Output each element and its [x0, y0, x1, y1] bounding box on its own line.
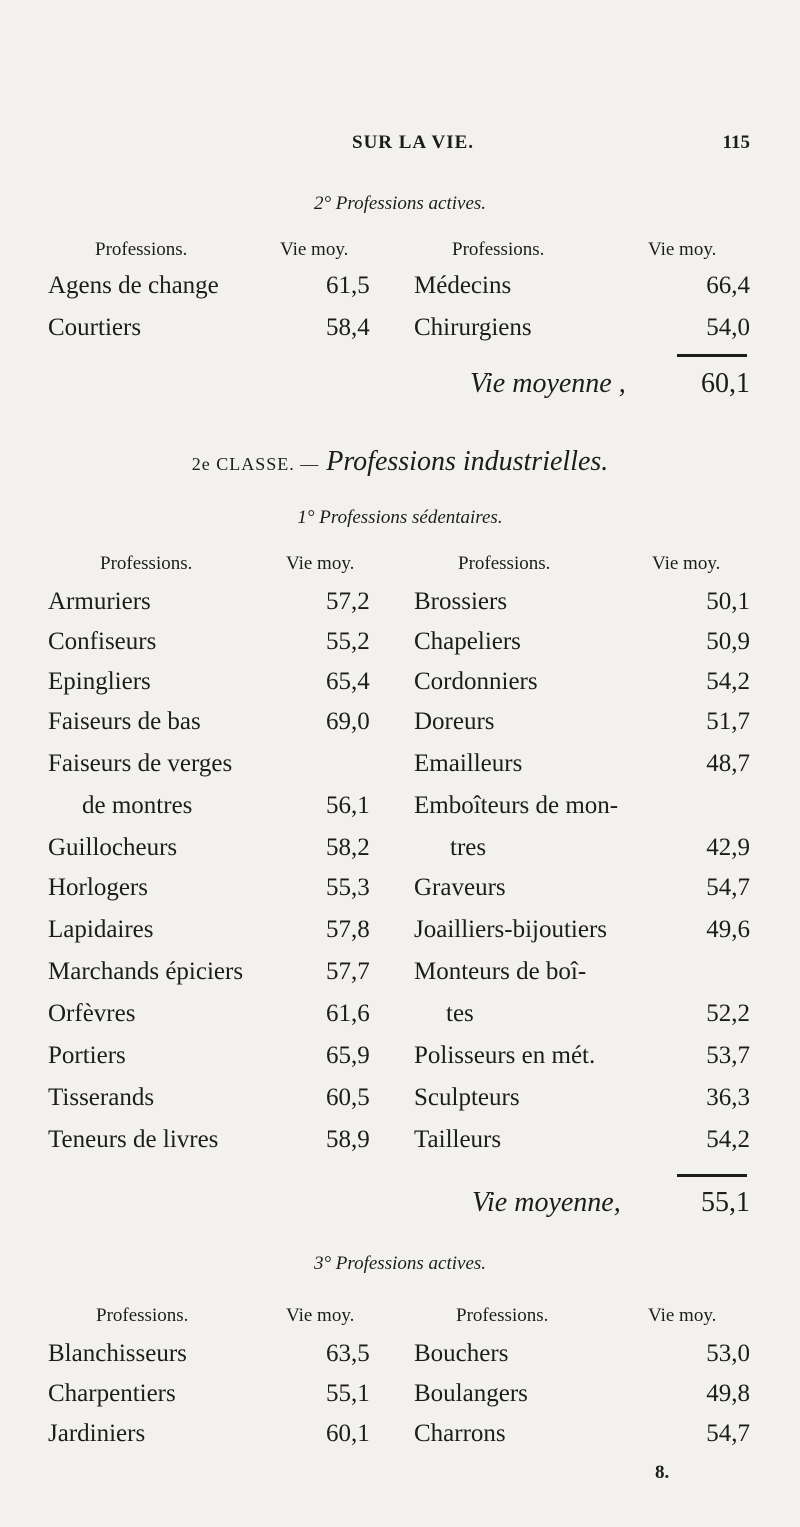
profession-name: Jardiniers: [48, 1420, 146, 1447]
table-row: [0, 834, 800, 874]
profession-name: Cordonniers: [414, 668, 538, 695]
profession-name: Tailleurs: [414, 1126, 502, 1153]
profession-name: Chapeliers: [414, 628, 521, 655]
profession-name: Bouchers: [414, 1340, 509, 1367]
profession-name: Horlogers: [48, 874, 148, 901]
profession-name: Faiseurs de verges: [48, 750, 233, 777]
column-header-professions: Professions.: [95, 239, 188, 260]
column-header-professions: Professions.: [452, 239, 545, 260]
profession-name: Guillocheurs: [48, 834, 178, 861]
average-label: Vie moyenne ,: [470, 368, 626, 399]
table-row: [0, 314, 800, 354]
life-value: 58,9: [326, 1126, 370, 1153]
profession-name: Teneurs de livres: [48, 1126, 219, 1153]
table-row: [0, 916, 800, 956]
life-value: 66,4: [706, 272, 750, 299]
life-value: 54,2: [706, 1126, 750, 1153]
profession-name: Charpentiers: [48, 1380, 176, 1407]
section-title-actives: 2° Professions actives.: [313, 193, 487, 214]
average-label: Vie moyenne,: [472, 1187, 621, 1218]
life-value: 56,1: [326, 792, 370, 819]
column-header-vie-moy: Vie moy.: [286, 553, 355, 574]
page-number: 115: [722, 132, 750, 153]
life-value: 61,5: [326, 272, 370, 299]
table-row: [0, 1084, 800, 1124]
life-value: 36,3: [706, 1084, 750, 1111]
profession-name: Orfèvres: [48, 1000, 136, 1027]
life-value: 42,9: [706, 834, 750, 861]
life-value: 52,2: [706, 1000, 750, 1027]
column-header-vie-moy: Vie moy.: [286, 1305, 355, 1326]
running-head: SUR LA VIE.: [352, 132, 475, 153]
profession-name: Emailleurs: [414, 750, 523, 777]
life-value: 50,1: [706, 588, 750, 615]
table-row: [0, 1000, 800, 1040]
profession-name: Courtiers: [48, 314, 142, 341]
profession-name: Polisseurs en mét.: [414, 1042, 596, 1069]
profession-name: Chirurgiens: [414, 314, 532, 341]
average-value: 55,1: [701, 1187, 750, 1218]
life-value: 60,5: [326, 1084, 370, 1111]
profession-name: Portiers: [48, 1042, 126, 1069]
average-line: [472, 1187, 621, 1219]
table-row: [0, 588, 800, 628]
life-value: 65,4: [326, 668, 370, 695]
sum-rule: [677, 354, 747, 357]
profession-name: Marchands épiciers: [48, 958, 244, 985]
table-row: [0, 1126, 800, 1166]
life-value: 48,7: [706, 750, 750, 777]
life-value: 57,2: [326, 588, 370, 615]
table-row: [0, 1420, 800, 1460]
class-heading: [0, 446, 800, 478]
profession-name: Epingliers: [48, 668, 151, 695]
section-title-actives: 3° Professions actives.: [313, 1253, 487, 1274]
life-value: 49,6: [706, 916, 750, 943]
profession-name: tres: [450, 834, 487, 861]
section-title-sedentaires: 1° Professions sédentaires.: [297, 507, 503, 528]
signature-mark: 8.: [655, 1462, 670, 1483]
column-header-vie-moy: Vie moy.: [648, 1305, 717, 1326]
table-row: [0, 1380, 800, 1420]
class-label: 2e CLASSE. —: [191, 454, 320, 474]
table-row: [0, 874, 800, 914]
life-value: 54,0: [706, 314, 750, 341]
profession-name: Sculpteurs: [414, 1084, 520, 1111]
column-header-professions: Professions.: [456, 1305, 549, 1326]
life-value: 49,8: [706, 1380, 750, 1407]
life-value: 54,7: [706, 874, 750, 901]
table-row: [0, 628, 800, 668]
page-header: [40, 132, 750, 162]
profession-name: Monteurs de boî-: [414, 958, 587, 985]
life-value: 63,5: [326, 1340, 370, 1367]
life-value: 61,6: [326, 1000, 370, 1027]
profession-name: Joailliers-bijoutiers: [414, 916, 608, 943]
profession-name: Médecins: [414, 272, 512, 299]
table-row: [0, 272, 800, 312]
life-value: 50,9: [706, 628, 750, 655]
table-row: [0, 1340, 800, 1380]
profession-name: Emboîteurs de mon-: [414, 792, 619, 819]
column-header-professions: Professions.: [100, 553, 193, 574]
class-title: Professions industrielles.: [326, 446, 609, 477]
profession-name: Charrons: [414, 1420, 506, 1447]
table-row: [0, 750, 800, 790]
profession-name: Faiseurs de bas: [48, 708, 201, 735]
life-value: 53,0: [706, 1340, 750, 1367]
profession-name: Doreurs: [414, 708, 495, 735]
life-value: 54,7: [706, 1420, 750, 1447]
life-value: 54,2: [706, 668, 750, 695]
life-value: 60,1: [326, 1420, 370, 1447]
column-header-vie-moy: Vie moy.: [652, 553, 721, 574]
table-row: [0, 708, 800, 748]
table-row: [0, 792, 800, 832]
profession-name: Lapidaires: [48, 916, 154, 943]
life-value: 58,4: [326, 314, 370, 341]
profession-name: tes: [446, 1000, 474, 1027]
sum-rule: [677, 1174, 747, 1177]
column-header-vie-moy: Vie moy.: [648, 239, 717, 260]
profession-name: Tisserands: [48, 1084, 155, 1111]
life-value: 53,7: [706, 1042, 750, 1069]
life-value: 69,0: [326, 708, 370, 735]
table-row: [0, 668, 800, 708]
column-header-vie-moy: Vie moy.: [280, 239, 349, 260]
life-value: 65,9: [326, 1042, 370, 1069]
profession-name: Agens de change: [48, 272, 219, 299]
profession-name: Brossiers: [414, 588, 508, 615]
life-value: 55,3: [326, 874, 370, 901]
profession-name: Graveurs: [414, 874, 506, 901]
table-row: [0, 1042, 800, 1082]
profession-name: Armuriers: [48, 588, 151, 615]
life-value: 55,1: [326, 1380, 370, 1407]
table-row: [0, 958, 800, 998]
average-line: [470, 368, 626, 400]
profession-name: Confiseurs: [48, 628, 157, 655]
life-value: 58,2: [326, 834, 370, 861]
life-value: 51,7: [706, 708, 750, 735]
profession-name: Boulangers: [414, 1380, 528, 1407]
column-header-professions: Professions.: [96, 1305, 189, 1326]
life-value: 55,2: [326, 628, 370, 655]
column-header-professions: Professions.: [458, 553, 551, 574]
life-value: 57,8: [326, 916, 370, 943]
profession-name: Blanchisseurs: [48, 1340, 187, 1367]
profession-name: de montres: [82, 792, 193, 819]
life-value: 57,7: [326, 958, 370, 985]
average-value: 60,1: [701, 368, 750, 399]
